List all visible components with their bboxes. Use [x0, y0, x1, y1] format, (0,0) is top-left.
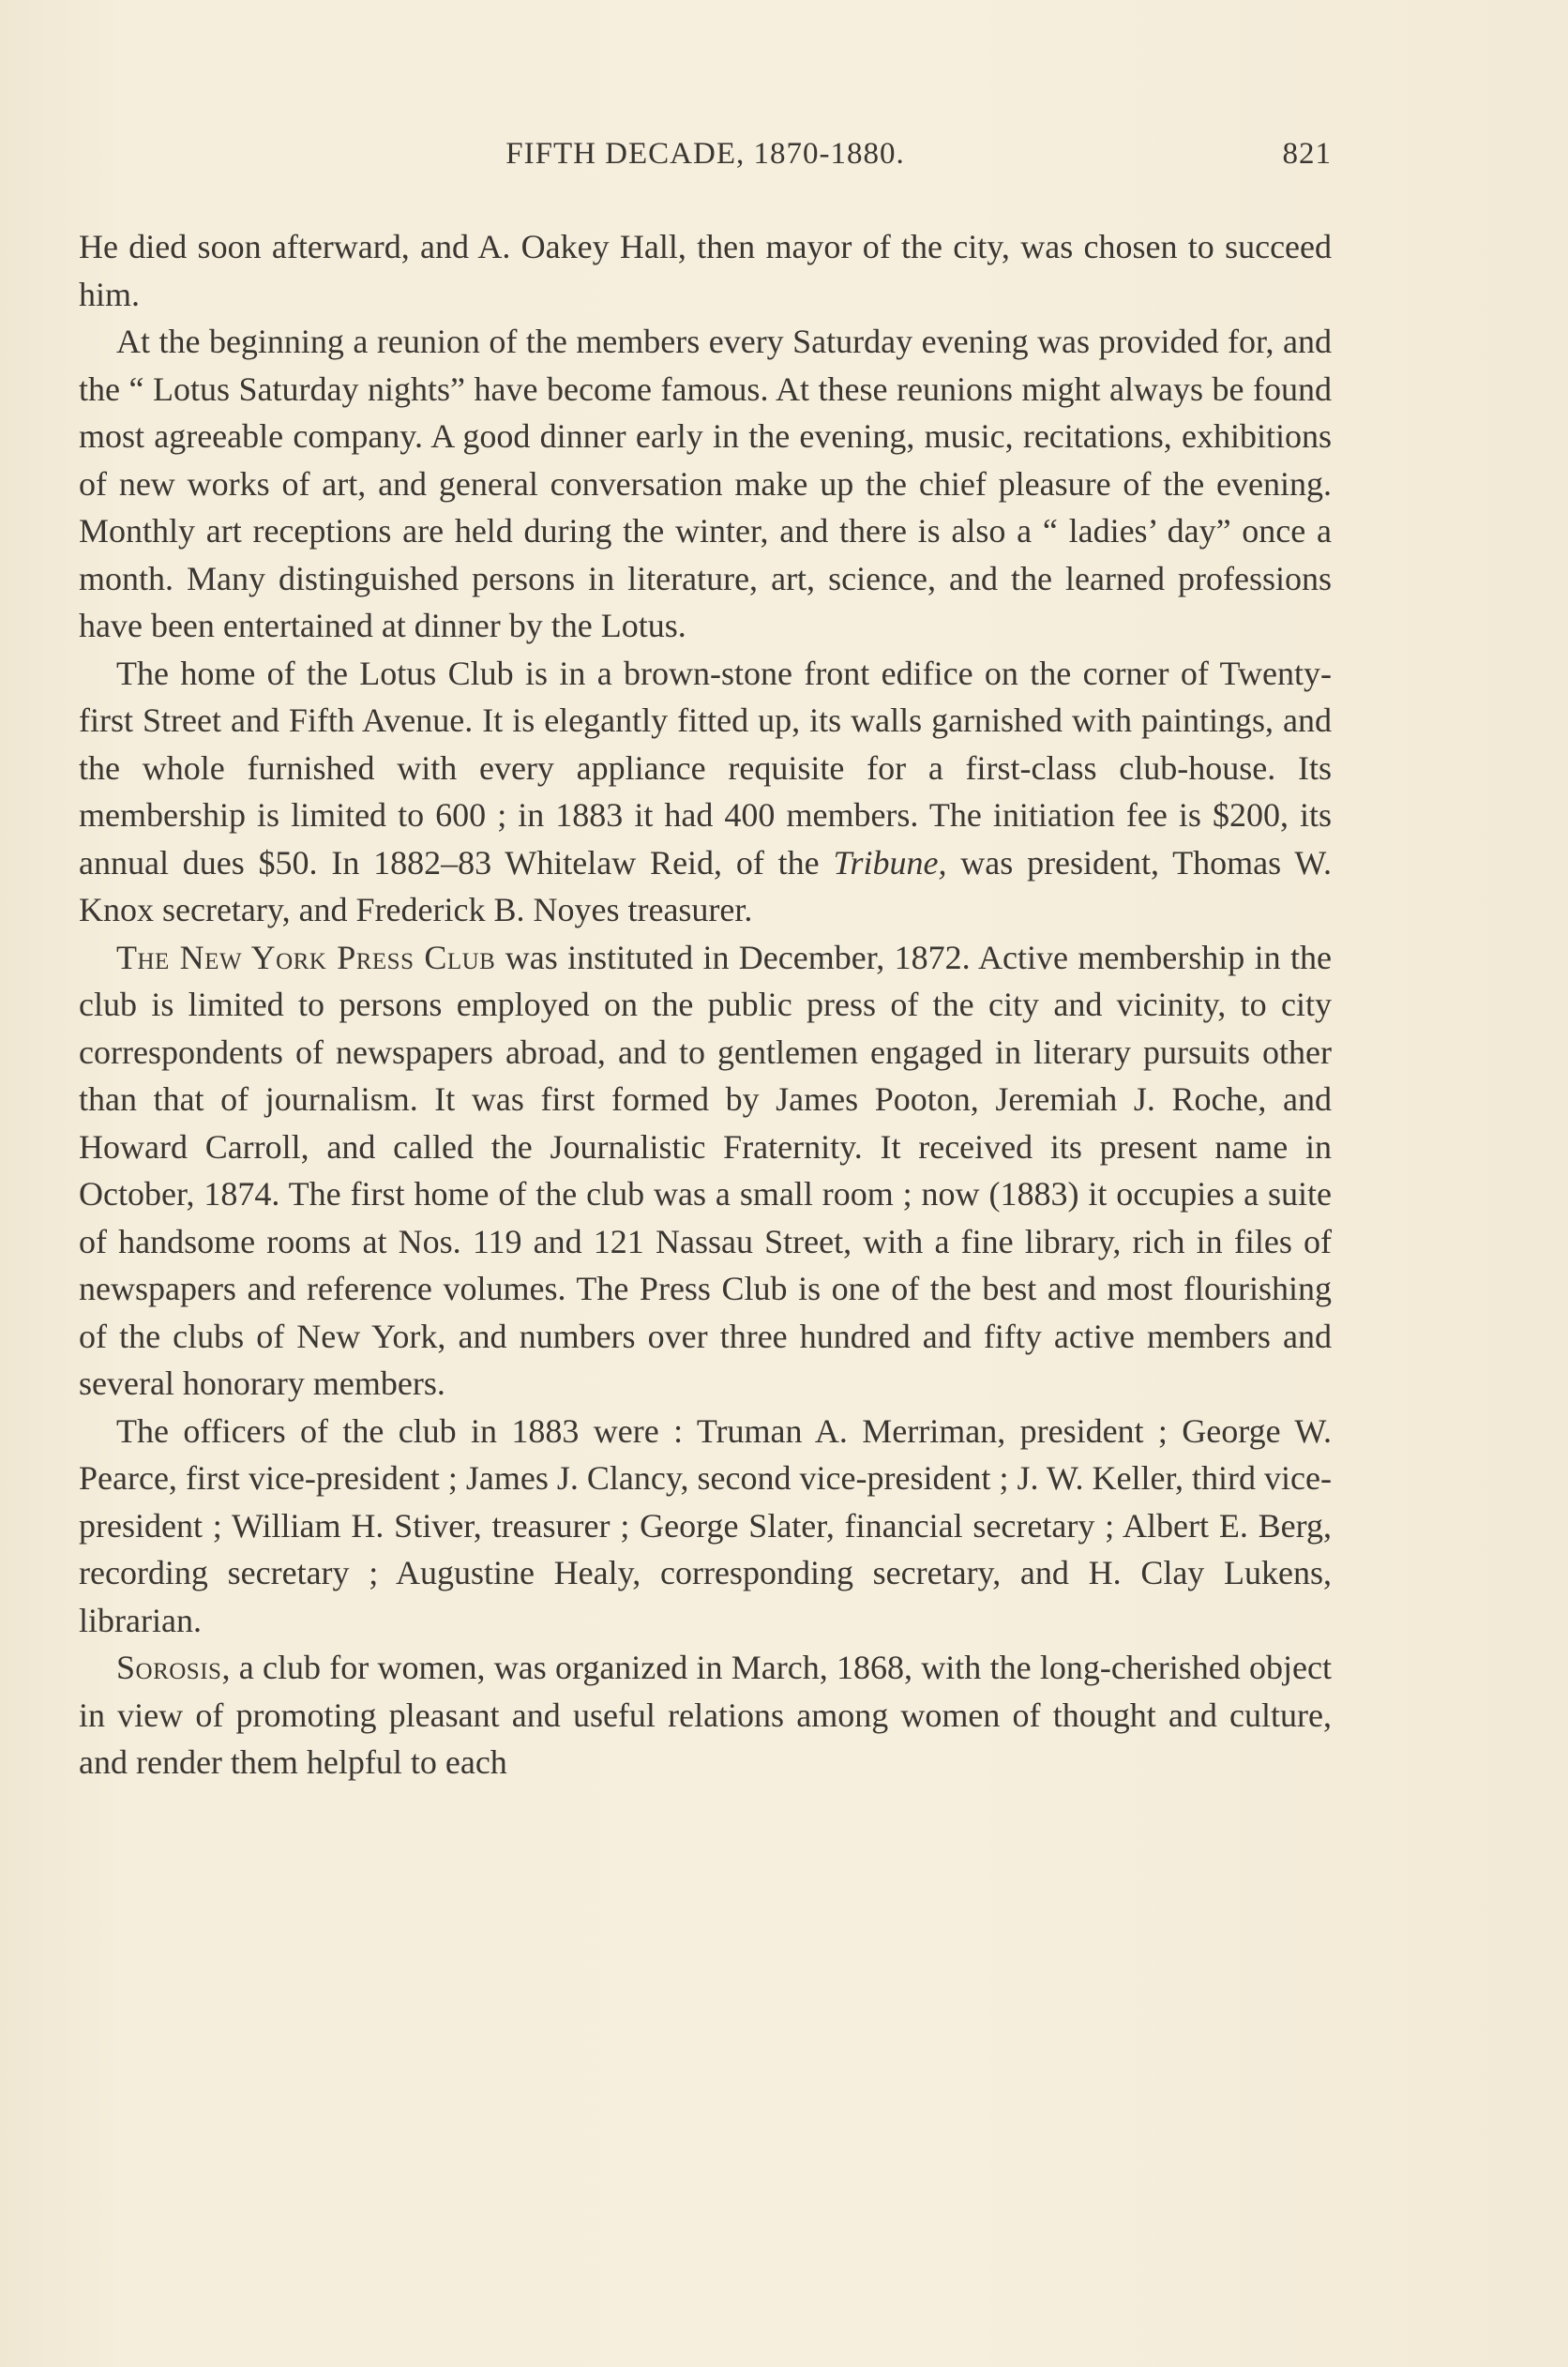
paragraph-text: The home of the Lotus Club is in a brown-stone front edifice on the corner of Twenty-first Street and Fifth Avenue. It is elegantly fitted up, its walls garnished with paintings, and the whole furnished with every appliance requisite for a first-class club-house. Its membership is limited to 600 ; in 1883 it had 400 members. The initiation fee is $200, its annual dues $50. In 1882–83 Whitelaw Reid, of the [79, 654, 1332, 882]
running-title: FIFTH DECADE, 1870-1880. [505, 137, 905, 171]
paragraph-lotus-home [79, 650, 1332, 934]
paragraph-sorosis [79, 1644, 1332, 1787]
paragraph-press-club [79, 934, 1332, 1408]
paragraph-text: He died soon afterward, and A. Oakey Hall, then mayor of the city, was chosen to succeed him. [79, 228, 1332, 313]
sorosis-heading: Sorosis [116, 1649, 222, 1686]
running-head [79, 137, 1332, 184]
tribune-italic: Tribune, [833, 843, 947, 882]
page-number: 821 [1282, 137, 1332, 171]
paragraph-hall-mayor [79, 223, 1332, 318]
paragraph-press-officers [79, 1408, 1332, 1645]
paragraph-text: was instituted in December, 1872. Active membership in the club is limited to persons employed on the public press of the city and vicinity, to city correspondents of newspapers abroad, and to gentlemen engaged in literary pursuits other than that of journalism. It was first formed by James Pooton, Jeremiah J. Roche, and Howard Carroll, and called the Journalistic Fraternity. It received its present name in October, 1874. The first home of the club was a small room ; now (1883) it occupies a suite of handsome rooms at Nos. 119 and 121 Nassau Street, with a fine library, rich in files of newspapers and reference volumes. The Press Club is one of the best and most flourishing of the clubs of New York, and numbers over three hundred and fifty active members and several honorary members. [79, 938, 1332, 1402]
press-club-heading: The New York Press Club [116, 938, 496, 976]
paragraph-text: The officers of the club in 1883 were : Truman A. Merriman, president ; George W. Pearce, first vice-president ; James J. Clancy, second vice-president ; J. W. Keller, third vice-president ; William H. Stiver, treasurer ; George Slater, financial secretary ; Albert E. Berg, recording secretary ; Augustine Healy, corresponding secretary, and H. Clay Lukens, librarian. [79, 1411, 1332, 1639]
paragraph-text: was president, Thomas W. Knox secretary, and Frederick B. Noyes treasurer. [79, 843, 1332, 928]
paragraph-text: , a club for women, was organized in March, 1868, with the long-cherished object in view of promoting pleasant and useful relations among women of thought and culture, and render them helpful to each [79, 1649, 1332, 1781]
body-text [79, 223, 1332, 1787]
paragraph-lotus-saturday [79, 318, 1332, 650]
paragraph-text: At the beginning a reunion of the members every Saturday evening was provided for, and the “ Lotus Saturday nights” have become famous. At these reunions might always be found most agreeable company. A good dinner early in the evening, music, recitations, exhibitions of new works of art, and general conversation make up the chief pleasure of the evening. Monthly art receptions are held during the winter, and there is also a “ ladies’ day” once a month. Many distinguished persons in literature, art, science, and the learned professions have been entertained at dinner by the Lotus. [79, 323, 1332, 644]
